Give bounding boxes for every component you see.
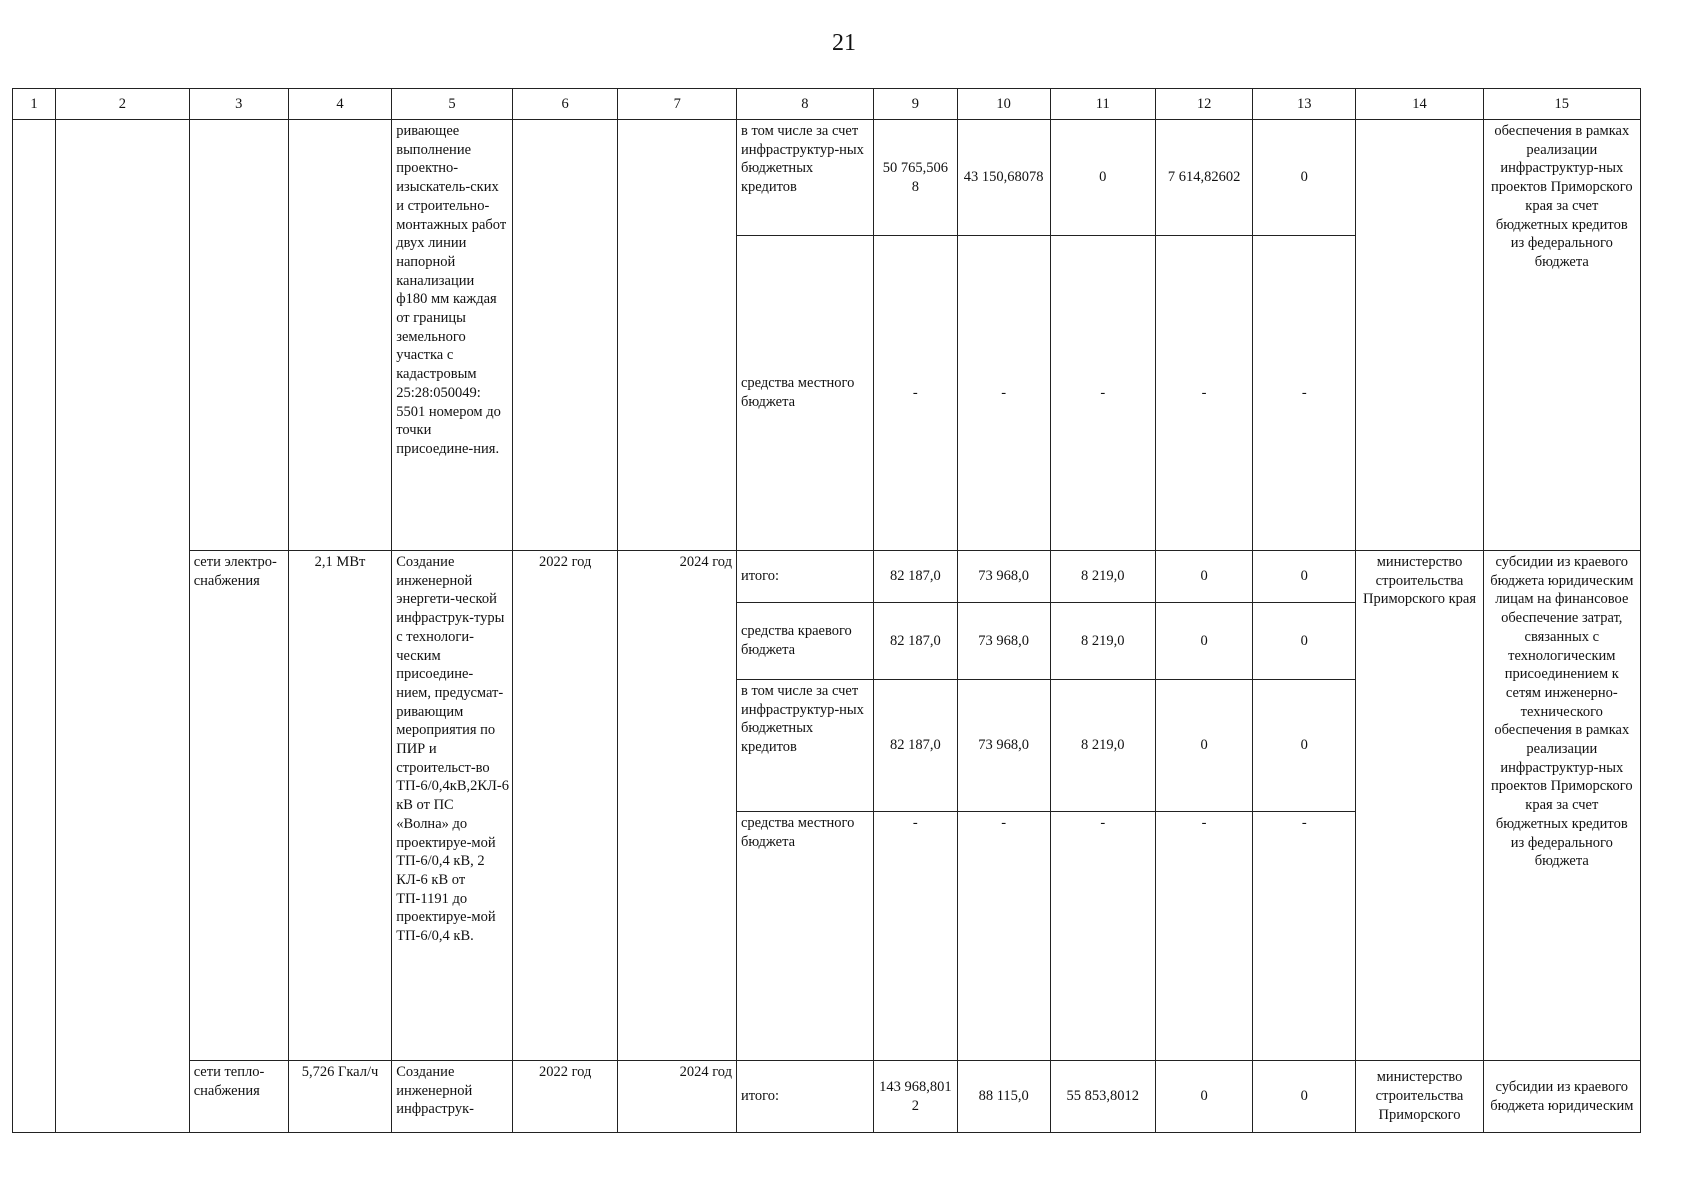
cell-value: 0	[1050, 120, 1156, 236]
cell-value: 50 765,506 8	[873, 120, 957, 236]
budget-table	[12, 88, 1641, 1133]
cell-value: -	[957, 236, 1050, 551]
cell-end-year: 2024 год	[618, 1061, 737, 1133]
cell-capacity: 5,726 Гкал/ч	[288, 1061, 391, 1133]
cell-value: 73 968,0	[957, 603, 1050, 680]
cell-value: 88 115,0	[957, 1061, 1050, 1133]
col-header: 1	[13, 89, 56, 120]
cell-value: 73 968,0	[957, 680, 1050, 812]
cell-value: 0	[1156, 551, 1253, 603]
table-row	[13, 120, 1641, 236]
cell-start-year: 2022 год	[512, 551, 618, 1061]
cell-source: средства местного бюджета	[736, 236, 873, 551]
cell-description: ривающее выполнение проектно-изыскатель-ских и строительно-монтажных работ двух линии напорной канализации ф180 мм каждая от границы земельного участка с кадастровым 25:28:050049: 5501 номером до точки присоедине-ния.	[392, 120, 513, 551]
cell-value: -	[957, 812, 1050, 1061]
header-row	[13, 89, 1641, 120]
cell-capacity	[288, 120, 391, 551]
cell-value: 73 968,0	[957, 551, 1050, 603]
cell-source: средства местного бюджета	[736, 812, 873, 1061]
cell-value: 0	[1253, 680, 1356, 812]
cell-value: 7 614,82602	[1156, 120, 1253, 236]
cell-value: 82 187,0	[873, 551, 957, 603]
cell-agency	[1356, 120, 1483, 551]
col-header: 14	[1356, 89, 1483, 120]
cell-value: -	[873, 812, 957, 1061]
cell-source: в том числе за счет инфраструктур-ных бюджетных кредитов	[736, 120, 873, 236]
cell-value: -	[1050, 812, 1156, 1061]
cell-start-year: 2022 год	[512, 1061, 618, 1133]
cell-source: в том числе за счет инфраструктур-ных бюджетных кредитов	[736, 680, 873, 812]
table-row	[13, 1061, 1641, 1133]
cell-source: итого:	[736, 1061, 873, 1133]
cell-value: -	[1156, 236, 1253, 551]
cell-value: 55 853,8012	[1050, 1061, 1156, 1133]
cell-value: -	[1156, 812, 1253, 1061]
cell-value: 8 219,0	[1050, 680, 1156, 812]
cell-end-year	[618, 120, 737, 551]
cell-purpose: обеспечения в рамках реализации инфраструктур-ных проектов Приморского края за счет бюджетных кредитов из федерального бюджета	[1483, 120, 1640, 551]
cell-col2	[56, 120, 190, 1133]
col-header: 3	[189, 89, 288, 120]
cell-purpose: субсидии из краевого бюджета юридическим лицам на финансовое обеспечение затрат, связанных с технологическим присоединением к сетям инженерно-технического обеспечения в рамках реализации инфраструктур-ных проектов Приморского края за счет бюджетных кредитов из федерального бюджета	[1483, 551, 1640, 1061]
cell-network	[189, 120, 288, 551]
col-header: 10	[957, 89, 1050, 120]
cell-value: 8 219,0	[1050, 603, 1156, 680]
cell-agency: министерство строительства Приморского	[1356, 1061, 1483, 1133]
cell-value: -	[1050, 236, 1156, 551]
cell-value: -	[873, 236, 957, 551]
col-header: 15	[1483, 89, 1640, 120]
col-header: 12	[1156, 89, 1253, 120]
cell-value: 8 219,0	[1050, 551, 1156, 603]
cell-value: 0	[1156, 680, 1253, 812]
cell-network: сети тепло-снабжения	[189, 1061, 288, 1133]
cell-value: 43 150,68078	[957, 120, 1050, 236]
cell-value: 0	[1253, 120, 1356, 236]
cell-value: 0	[1253, 603, 1356, 680]
cell-value: 82 187,0	[873, 680, 957, 812]
cell-col1	[13, 120, 56, 1133]
col-header: 5	[392, 89, 513, 120]
cell-value: 143 968,801 2	[873, 1061, 957, 1133]
col-header: 4	[288, 89, 391, 120]
col-header: 6	[512, 89, 618, 120]
cell-value: 0	[1156, 603, 1253, 680]
col-header: 9	[873, 89, 957, 120]
cell-value: 0	[1253, 551, 1356, 603]
table-row	[13, 551, 1641, 603]
col-header: 8	[736, 89, 873, 120]
col-header: 13	[1253, 89, 1356, 120]
cell-value: 82 187,0	[873, 603, 957, 680]
cell-start-year	[512, 120, 618, 551]
col-header: 11	[1050, 89, 1156, 120]
cell-description: Создание инженерной энергети-ческой инфраструк-туры с технологи-ческим присоедине-нием, предусмат-ривающим мероприятия по ПИР и строительст-во ТП-6/0,4кВ,2КЛ-6 кВ от ПС «Волна» до проектируе-мой ТП-6/0,4 кВ, 2 КЛ-6 кВ от ТП-1191 до проектируе-мой ТП-6/0,4 кВ.	[392, 551, 513, 1061]
page-number: 21	[832, 30, 856, 56]
col-header: 7	[618, 89, 737, 120]
cell-end-year: 2024 год	[618, 551, 737, 1061]
cell-value: -	[1253, 812, 1356, 1061]
cell-value: -	[1253, 236, 1356, 551]
cell-value: 0	[1156, 1061, 1253, 1133]
cell-value: 0	[1253, 1061, 1356, 1133]
cell-purpose: субсидии из краевого бюджета юридическим	[1483, 1061, 1640, 1133]
col-header: 2	[56, 89, 190, 120]
cell-source: средства краевого бюджета	[736, 603, 873, 680]
cell-agency: министерство строительства Приморского края	[1356, 551, 1483, 1061]
cell-network: сети электро-снабжения	[189, 551, 288, 1061]
cell-source: итого:	[736, 551, 873, 603]
cell-capacity: 2,1 МВт	[288, 551, 391, 1061]
cell-description: Создание инженерной инфраструк-	[392, 1061, 513, 1133]
